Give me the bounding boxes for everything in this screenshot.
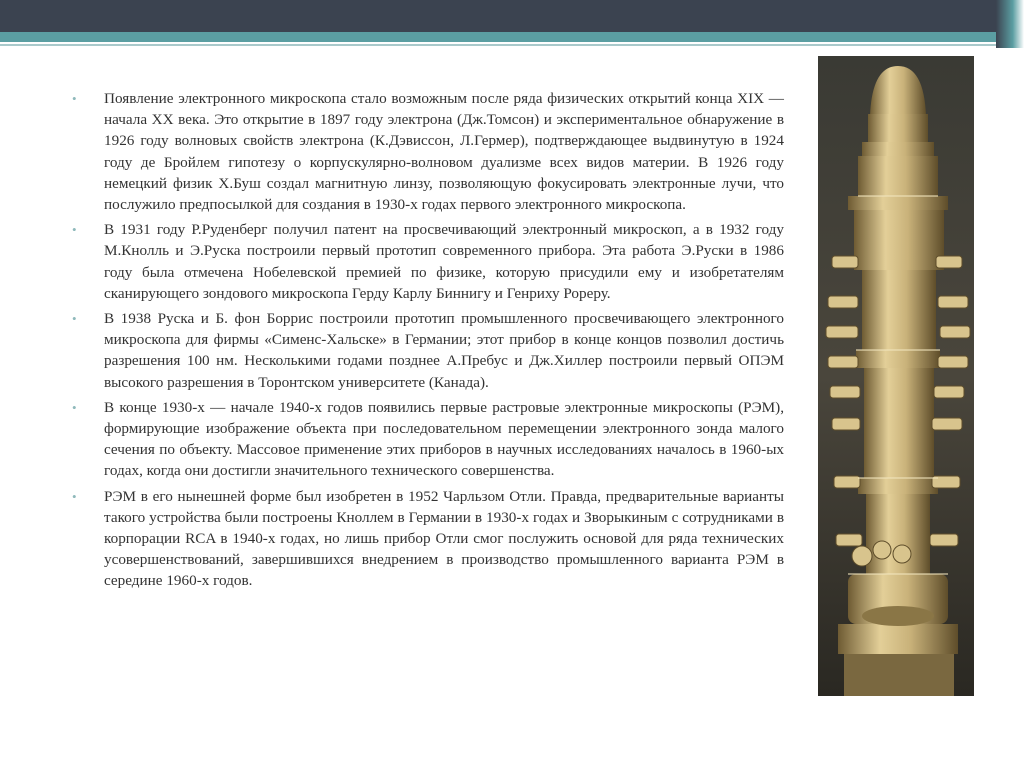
accent-edge xyxy=(996,0,1024,48)
bullet-icon: • xyxy=(72,488,77,504)
paragraph-text: В 1931 году Р.Руденберг получил патент на просвечивающий электронный микроскоп, а в 1932 году М.Кнолль и Э.Руска построили первый прототип современного прибора. Эта работа Э.Руски в 1986 году была отмечена Нобелевской премией по физике, которую присудили ему и изобретателям сканирующего зондового микроскопа Герду Карлу Биннигу и Генриху Рореру. xyxy=(104,221,784,302)
bullet-icon: • xyxy=(72,91,77,106)
bullet-icon: • xyxy=(72,222,77,238)
microscope-illustration xyxy=(818,56,974,696)
paragraph-text: Появление электронного микроскопа стало возможным после ряда физических открытий конца XIX — начала XX века. Это открытие в 1897 году электрона (Дж.Томсон) и экспериментальное обнаружение в 1926 году волновых свойств электрона (К.Дэвиссон, Л.Гермер), подтверждающее выдвинутую в 1924 году де Бройлем гипотезу о корпускулярно-волновом дуализме всех видов материи. В 1926 году немецкий физик Х.Буш создал магнитную линзу, позволяющую фокусировать электронные лучи, что послужило предпосылкой для создания в 1930-х годах первого электронного микроскопа. xyxy=(104,90,784,214)
paragraph-item xyxy=(72,219,784,304)
paragraph-list xyxy=(72,88,784,596)
accent-stripe xyxy=(0,32,1000,42)
paragraph-text: В конце 1930-х — начале 1940-х годов появились первые растровые электронные микроскопы (РЭМ), формирующие изображение объекта при последовательном перемещении электронного зонда малого сечения по объекту. Массовое применение этих приборов в научных исследованиях началось в 1960-ых годах, когда они достигли значительного технического совершенства. xyxy=(104,398,784,480)
electron-microscope-photo xyxy=(818,56,974,696)
bullet-icon: • xyxy=(72,399,77,415)
paragraph-item xyxy=(72,486,784,592)
paragraph-item xyxy=(72,397,784,482)
paragraph-item xyxy=(72,308,784,393)
accent-line xyxy=(0,44,1000,46)
header-bar xyxy=(0,0,1024,32)
bullet-icon: • xyxy=(72,311,77,327)
paragraph-text: РЭМ в его нынешней форме был изобретен в 1952 Чарльзом Отли. Правда, предварительные варианты такого устройства были построены Кноллем в Германии в 1930-х годах и Зворыкиным с сотрудниками в корпорации RCA в 1940-х годах, но лишь прибор Отли смог послужить основой для ряда технических усовершенствований, завершившихся внедрением в производство промышленного варианта РЭМ в середине 1960-х годов. xyxy=(104,487,784,590)
paragraph-item xyxy=(72,88,784,215)
paragraph-text: В 1938 Руска и Б. фон Боррис построили прототип промышленного просвечивающего электронного микроскопа для фирмы «Сименс-Хальске» в Германии; этот прибор в конце концов позволил достичь разрешения 100 нм. Несколькими годами позднее А.Пребус и Дж.Хиллер построили первый ОПЭМ высокого разрешения в Торонтском университете (Канада). xyxy=(104,310,784,391)
